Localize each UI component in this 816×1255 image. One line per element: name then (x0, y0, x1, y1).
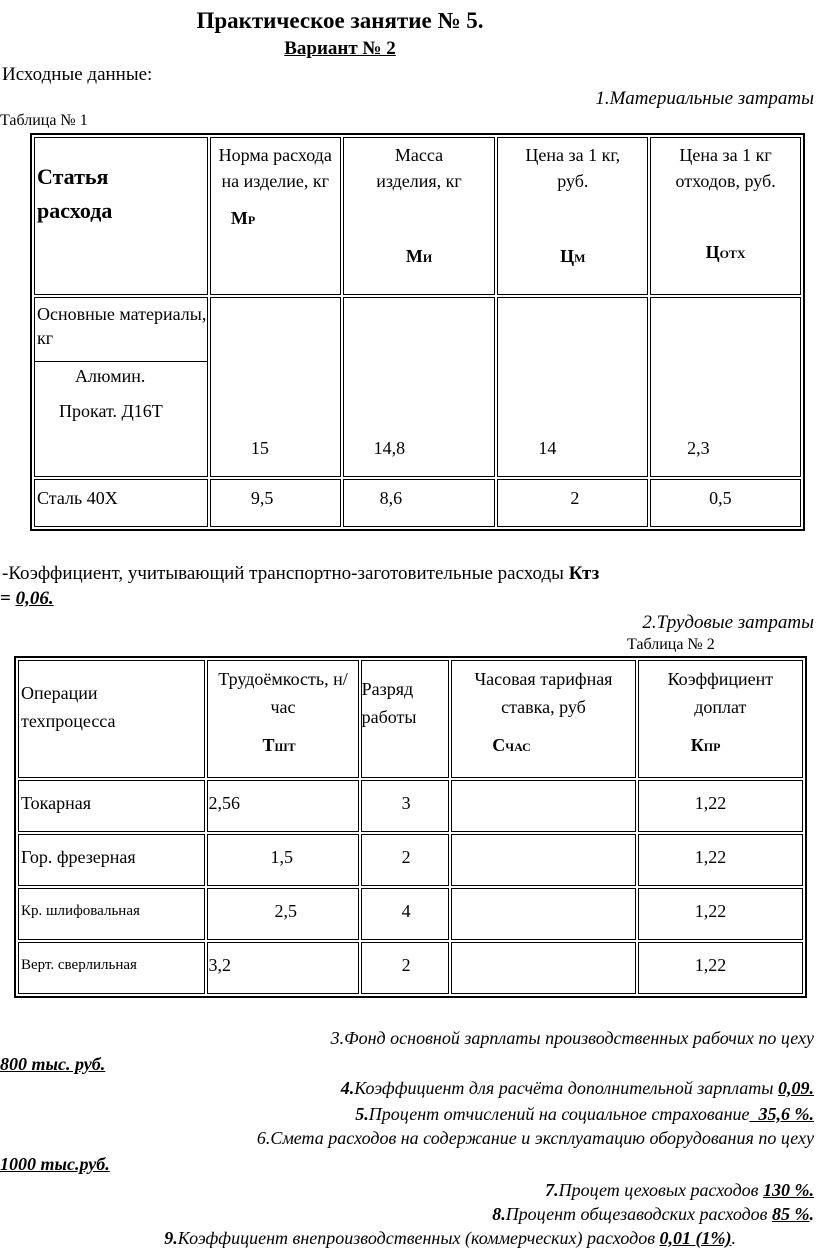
header-norm-label: Норма расхода на изделие, кг (218, 145, 332, 191)
table-row: Токарная 2,56 3 1,22 (18, 780, 803, 832)
item-5: 5.Процент отчислений на социальное страхование 35,6 %. (355, 1104, 814, 1124)
section-material-costs: 1.Материальные затраты (595, 88, 814, 109)
row2-norm: 9,5 (210, 479, 341, 527)
group-label: Основные материалы, кг (35, 298, 207, 362)
row1-name-line2: Прокат. Д16Т (59, 401, 163, 421)
item-3: 3.Фонд основной зарплаты производственных рабочих по цеху (330, 1028, 814, 1048)
item-8: 8.Процент общезаводских расходов 85 %. (492, 1204, 814, 1224)
item-6-value: 1000 тыс.руб. (0, 1154, 110, 1174)
table-row: Верт. сверлильная 3,2 2 1,22 (18, 942, 803, 994)
ktz-value-line: = 0,06. (0, 588, 54, 609)
row1-name-line1: Алюмин. (75, 366, 146, 386)
page-title: Практическое занятие № 5. (196, 8, 484, 33)
header-item-label: Статья расхода (37, 164, 113, 223)
row1-norm: 15 (210, 297, 341, 477)
header-rate: Часовая тарифная ставка, руб СЧАС (451, 660, 635, 778)
source-data-label: Исходные данные: (2, 64, 153, 85)
ktz-value: 0,06. (15, 588, 54, 609)
header-price-label: Цена за 1 кг, руб. (525, 145, 621, 191)
item-9: 9.Коэффициент внепроизводственных (коммерческих) расходов 0,01 (1%). (164, 1228, 736, 1248)
row1-price: 14 (497, 297, 648, 477)
header-price (497, 137, 648, 295)
row2-name: Сталь 40Х (34, 479, 208, 527)
row2-mass: 8,6 (343, 479, 496, 527)
header-coef: Коэффициент доплат КПР (638, 660, 803, 778)
row1-mass: 14,8 (343, 297, 496, 477)
header-waste-symbol: ЦОТХ (705, 242, 746, 262)
header-norm (210, 137, 341, 295)
header-grade: Разряд работы (361, 660, 450, 778)
section-labor-costs: 2.Трудовые затраты (642, 612, 814, 633)
ktz-line: -Коэффициент, учитывающий транспортно-заготовительные расходы Ктз (2, 563, 600, 584)
header-waste-label: Цена за 1 кг отходов, руб. (675, 145, 776, 191)
row1-waste: 2,3 (650, 297, 801, 477)
material-costs-table (30, 133, 805, 531)
header-mass-symbol: МИ (405, 246, 433, 266)
item-7: 7.Процет цеховых расходов 130 %. (545, 1180, 814, 1200)
header-norm-symbol: МР (230, 208, 256, 228)
table2-label: Таблица № 2 (627, 636, 715, 653)
item-4: 4.Коэффициент для расчёта дополнительной зарплаты 0,09. (340, 1078, 814, 1098)
header-price-symbol: ЦМ (560, 246, 586, 266)
header-labor: Трудоёмкость, н/час ТШТ (207, 660, 358, 778)
header-waste (650, 137, 801, 295)
header-rate-symbol: СЧАС (492, 735, 531, 755)
header-op: Операции техпроцесса (18, 660, 205, 778)
table-row: Гор. фрезерная 1,5 2 1,22 (18, 834, 803, 886)
header-coef-symbol: КПР (690, 735, 721, 755)
table-row: Кр. шлифовальная 2,5 4 1,22 (18, 888, 803, 940)
item-6: 6.Смета расходов на содержание и эксплуатацию оборудования по цеху (256, 1128, 814, 1148)
table1-label: Таблица № 1 (0, 112, 88, 129)
row2-waste: 0,5 (650, 479, 801, 527)
labor-costs-table (14, 656, 807, 998)
variant-heading: Вариант № 2 (284, 38, 396, 59)
header-labor-symbol: ТШТ (262, 735, 296, 755)
header-mass-label: Масса изделия, кг (376, 145, 462, 191)
header-mass (343, 137, 496, 295)
row1-name-cell (34, 297, 208, 477)
item-3-value: 800 тыс. руб. (0, 1054, 106, 1074)
row2-price: 2 (497, 479, 648, 527)
header-item (34, 137, 208, 295)
